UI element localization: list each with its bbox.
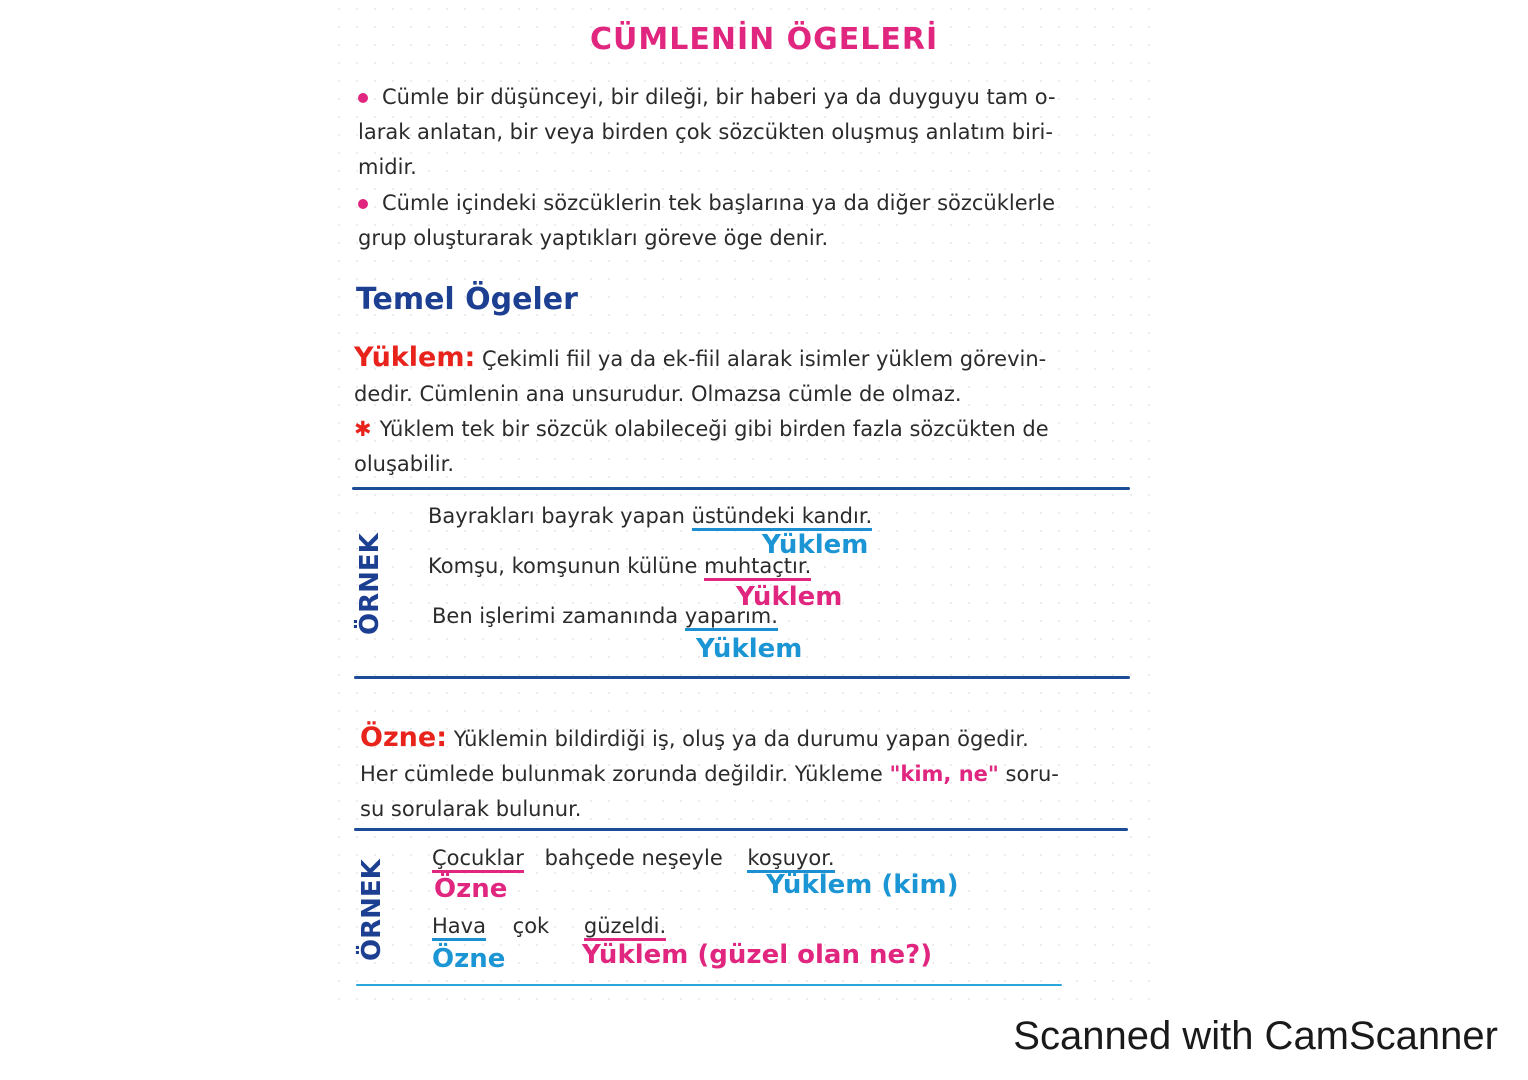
note-text: Yüklem tek bir sözcük olabileceği gibi birden fazla sözcükten de: [379, 417, 1049, 441]
example-sentence-4: [432, 846, 835, 870]
definition-text: dedir. Cümlenin ana unsurudur. Olmazsa cümle de olmaz.: [354, 382, 962, 406]
intro-bullet-1: [358, 80, 1056, 185]
divider: [354, 676, 1130, 679]
sentence-text: Ben işlerimi zamanında: [432, 604, 685, 628]
definition-text: Her cümlede bulunmak zorunda değildir. Yükleme: [360, 762, 890, 786]
example-sentence-5: [432, 914, 666, 938]
page-title: CÜMLENİN ÖGELERİ: [590, 22, 939, 57]
asterisk-icon: ✱: [354, 417, 372, 441]
predicate: yaparım.: [685, 604, 778, 631]
intro-text: grup oluşturarak yaptıkları göreve öge denir.: [358, 226, 829, 250]
divider: [352, 487, 1130, 490]
predicate: üstündeki kandır.: [692, 504, 873, 531]
sentence-text: çok: [512, 914, 550, 938]
example-sentence-2: [428, 554, 811, 578]
example-sentence-3: [432, 604, 778, 628]
ozne-definition: [360, 720, 1059, 827]
bullet-dot-icon: [358, 199, 368, 209]
definition-text: su sorularak bulunur.: [360, 797, 582, 821]
intro-text: larak anlatan, bir veya birden çok sözcükten oluşmuş anlatım biri-: [358, 120, 1053, 144]
intro-text: midir.: [358, 155, 417, 179]
predicate-label: Yüklem (kim): [766, 870, 959, 900]
definition-text: Yüklemin bildirdiği iş, oluş ya da durumu yapan ögedir.: [453, 727, 1029, 751]
ozne-term: Özne:: [360, 722, 447, 753]
predicate-label: Yüklem: [762, 530, 869, 560]
predicate-label: Yüklem: [736, 582, 843, 612]
predicate-label: Yüklem (güzel olan ne?): [582, 940, 933, 970]
sentence-text: Komşu, komşunun külüne: [428, 554, 705, 578]
sentence-text: bahçede neşeyle: [544, 846, 723, 870]
intro-text: Cümle içindeki sözcüklerin tek başlarına ya da diğer sözcüklerle: [382, 191, 1056, 215]
yuklem-definition: [354, 340, 1049, 482]
subject: Hava: [432, 914, 486, 941]
definition-text: Çekimli fiil ya da ek-fiil alarak isimler yüklem görevin-: [481, 347, 1047, 371]
intro-text: Cümle bir düşünceyi, bir dileği, bir haberi ya da duyguyu tam o-: [382, 85, 1056, 109]
predicate-label: Yüklem: [696, 634, 803, 664]
divider: [354, 828, 1128, 831]
subject-label: Özne: [432, 944, 506, 974]
subject-label: Özne: [434, 874, 508, 904]
divider: [356, 984, 1062, 986]
predicate: güzeldi.: [584, 914, 666, 941]
question-highlight: "kim, ne": [889, 762, 999, 786]
example-label: ÖRNEK: [357, 859, 387, 961]
section-heading: Temel Ögeler: [356, 282, 578, 317]
example-label: ÖRNEK: [355, 533, 385, 635]
intro-bullet-2: [358, 186, 1055, 256]
predicate: koşuyor.: [747, 846, 834, 873]
subject: Çocuklar: [432, 846, 524, 873]
sentence-text: Bayrakları bayrak yapan: [428, 504, 692, 528]
example-sentence-1: [428, 504, 872, 528]
bullet-dot-icon: [358, 93, 368, 103]
yuklem-term: Yüklem:: [354, 342, 476, 373]
predicate: muhtaçtır.: [704, 554, 811, 581]
scanner-watermark: Scanned with CamScanner: [1013, 1014, 1498, 1058]
note-text: oluşabilir.: [354, 452, 455, 476]
definition-text: soru-: [998, 762, 1059, 786]
